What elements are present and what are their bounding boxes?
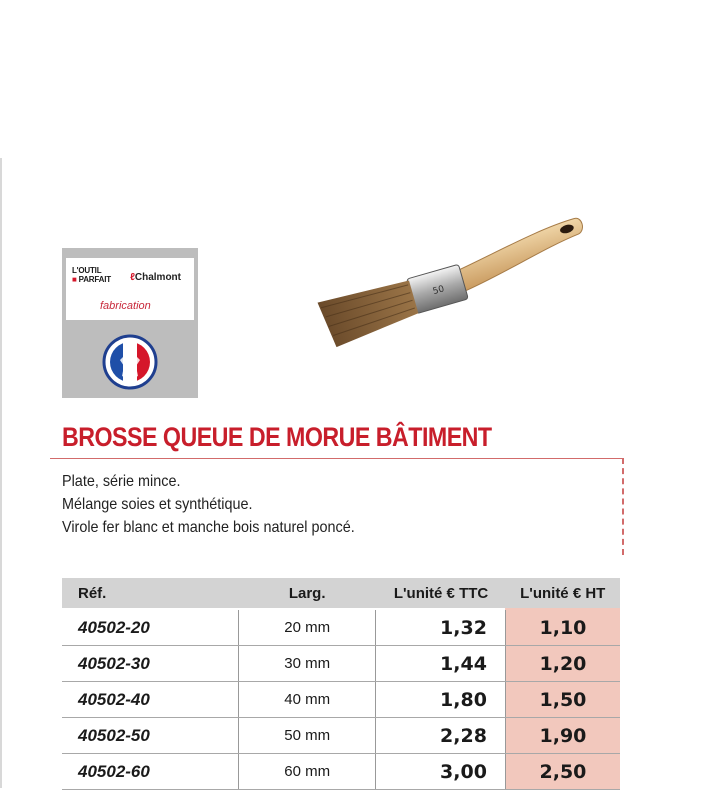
cell-price-ttc: 2,28 — [376, 718, 506, 754]
table-row — [62, 610, 620, 646]
cell-price-ttc: 1,80 — [376, 682, 506, 718]
logo-signature: fabrication — [100, 300, 151, 312]
cell-width: 50 mm — [239, 718, 376, 754]
cell-price-ht: 1,20 — [505, 646, 620, 682]
cell-price-ttc: 1,44 — [376, 646, 506, 682]
table-row — [62, 682, 620, 718]
price-table — [62, 578, 620, 790]
cell-width: 40 mm — [239, 682, 376, 718]
product-title: BROSSE QUEUE DE MORUE BÂTIMENT — [62, 422, 492, 452]
chalmont-mark-icon: ℓ — [130, 272, 135, 283]
header-ref: Réf. — [62, 578, 239, 608]
cell-ref: 40502-50 — [62, 718, 239, 754]
header-width: Larg. — [239, 578, 376, 608]
logo-brand-name: ℓChalmont — [130, 272, 181, 283]
table-row — [62, 646, 620, 682]
brand-logo-panel — [62, 248, 198, 398]
logo-line-1: L'OUTIL — [72, 266, 102, 275]
paint-brush-image — [310, 210, 600, 360]
product-description — [62, 470, 355, 539]
made-in-france-icon — [102, 334, 158, 390]
cell-width: 60 mm — [239, 754, 376, 790]
cell-width: 30 mm — [239, 646, 376, 682]
header-price-ht: L'unité € HT — [505, 578, 620, 608]
header-price-ttc: L'unité € TTC — [376, 578, 506, 608]
logo-mark-icon: ■ — [72, 275, 77, 284]
description-line-3: Virole fer blanc et manche bois naturel poncé. — [62, 519, 355, 536]
table-row — [62, 754, 620, 790]
brand-logo-card — [66, 258, 194, 320]
logo-line-2: PARFAIT — [78, 275, 111, 284]
table-row — [62, 718, 620, 754]
cell-price-ht: 1,10 — [505, 610, 620, 646]
cell-price-ht: 2,50 — [505, 754, 620, 790]
cell-price-ht: 1,90 — [505, 718, 620, 754]
cell-ref: 40502-20 — [62, 610, 239, 646]
left-margin-rule — [0, 158, 2, 788]
cell-ref: 40502-30 — [62, 646, 239, 682]
cell-ref: 40502-40 — [62, 682, 239, 718]
cell-price-ttc: 1,32 — [376, 610, 506, 646]
cell-price-ht: 1,50 — [505, 682, 620, 718]
description-line-1: Plate, série mince. — [62, 473, 181, 490]
cell-width: 20 mm — [239, 610, 376, 646]
cell-price-ttc: 3,00 — [376, 754, 506, 790]
brand-logo-text — [72, 266, 111, 284]
table-header-row — [62, 578, 620, 608]
handle-size-mark: 50 — [431, 284, 446, 298]
description-line-2: Mélange soies et synthétique. — [62, 496, 253, 513]
cell-ref: 40502-60 — [62, 754, 239, 790]
